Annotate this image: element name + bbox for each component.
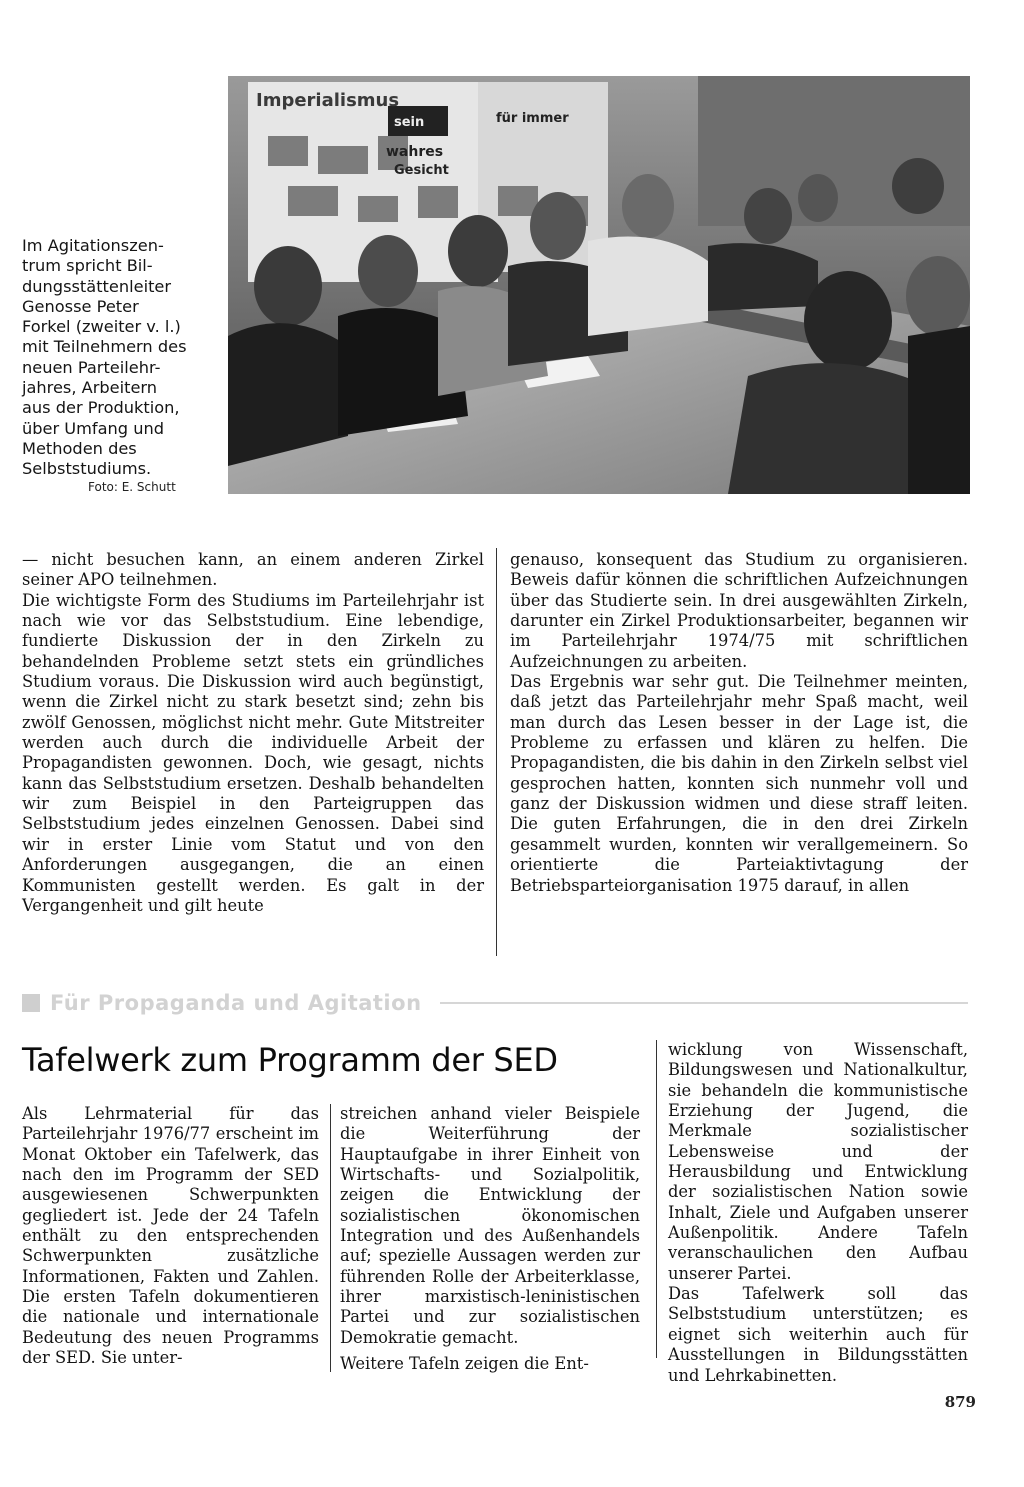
meeting-photo-illustration	[228, 76, 970, 494]
article1-col2-para-1: genauso, konsequent das Studium zu organisieren. Beweis dafür können die schriftlichen Aufzeichnungen über das Studierte sein. In drei ausgewählten Zirkeln, darunter ein Zirkel Produktionsarbeiter, begannen wir im Parteilehrjahr 1974/75 mit schriftlichen Aufzeichnungen zu arbeiten.	[510, 550, 968, 671]
photo-credit: Foto: E. Schutt	[88, 480, 176, 494]
section-rule	[440, 1002, 968, 1004]
poster-text-2: sein	[394, 115, 425, 130]
section-label-text: Für Propaganda und Agitation	[50, 991, 422, 1015]
article2-column-2	[340, 1104, 640, 1374]
article2-col2-para-1: streichen anhand vieler Beispiele die Weiterführung der Hauptaufgabe in ihrer Einheit von Wirtschafts- und Sozialpolitik, zeigen die Entwicklung der sozialistischen ökonomischen Integration und des Außenhandels auf; spezielle Aussagen werden zur führenden Rolle der Arbeiterklasse, ihrer marxistisch-leninistischen Partei und zur sozialistischen Demokratie gemacht.	[340, 1104, 640, 1347]
article2-headline: Tafelwerk zum Programm der SED	[22, 1041, 558, 1079]
page-number: 879	[944, 1393, 976, 1411]
section-marker-icon	[22, 994, 40, 1012]
column-divider	[496, 548, 497, 956]
column-divider	[656, 1040, 657, 1358]
poster-text-3: wahres	[386, 144, 444, 160]
poster-text-1: Imperialismus	[256, 90, 400, 111]
article1-col2-para-2: Das Ergebnis war sehr gut. Die Teilnehmer meinten, daß jetzt das Parteilehrjahr mehr Spaß macht, weil man durch das Lesen besser in der Lage ist, die Probleme zu erfassen und klären zu helfen. Die Propagandisten, die bis dahin in den Zirkeln selbst viel gesprochen hatten, konnten sich nunmehr voll und ganz der Diskussion widmen und diese straff leiten. Die guten Erfahrungen, die in den drei Zirkeln gesammelt wurden, konnten wir verallgemeinern. So orientierte die Parteiaktivtagung der Betriebsparteiorganisation 1975 darauf, in allen	[510, 672, 968, 895]
section-label	[22, 986, 442, 1020]
article1-column-1	[22, 550, 484, 916]
article1-column-2	[510, 550, 968, 896]
poster-text-5: für immer	[496, 111, 569, 126]
meeting-photo	[228, 76, 970, 494]
article2-column-1	[22, 1104, 319, 1368]
poster-text-4: Gesicht	[394, 163, 449, 178]
column-divider	[330, 1104, 331, 1372]
article2-col3-para-2: Das Tafelwerk soll das Selbststudium unterstützen; es eignet sich weiterhin auch für Ausstellungen in Bildungsstätten und Lehrkabinetten.	[668, 1284, 968, 1385]
photo-caption: Im Agitationszen- trum spricht Bil- dungsstättenleiter Genosse Peter Forkel (zweiter v. l.) mit Teilnehmern des neuen Parteilehr- jahres, Arbeitern aus der Produktion, über Umfang und Methoden des Selbststudiums.	[22, 236, 187, 479]
article2-col1-para-1: Als Lehrmaterial für das Parteilehrjahr 1976/77 erscheint im Monat Oktober ein Tafelwerk, das nach den im Programm der SED ausgewiesenen Schwerpunkten gegliedert ist. Jede der 24 Tafeln enthält zu den entsprechenden Schwerpunkten zusätzliche Informationen, Fakten und Zahlen. Die ersten Tafeln dokumentieren die nationale und internationale Bedeutung des neuen Programms der SED. Sie unter-	[22, 1104, 319, 1368]
article1-col1-para-1: — nicht besuchen kann, an einem anderen Zirkel seiner APO teilnehmen.	[22, 550, 484, 590]
article2-col3-para-1: wicklung von Wissenschaft, Bildungswesen und Nationalkultur, sie behandeln die kommunistische Erziehung der Jugend, die Merkmale sozialistischer Lebensweise und der Herausbildung und Entwicklung der sozialistischen Nation sowie Inhalt, Ziele und Aufgaben unserer Außenpolitik. Andere Tafeln veranschaulichen den Aufbau unserer Partei.	[668, 1040, 968, 1283]
article1-col1-para-2: Die wichtigste Form des Studiums im Parteilehrjahr ist nach wie vor das Selbststudium. Eine lebendige, fundierte Diskussion der in den Zirkeln zu behandelnden Probleme setzt stets ein gründliches Studium voraus. Die Diskussion wird auch begünstigt, wenn die Zirkel nicht zu stark besetzt sind; zehn bis zwölf Genossen, möglichst nicht mehr. Gute Mitstreiter werden auch durch die individuelle Arbeit der Propagandisten gewonnen. Doch, wie gesagt, nichts kann das Selbststudium ersetzen. Deshalb behandelten wir zum Beispiel in den Parteigruppen das Selbststudium jedes einzelnen Genossen. Dabei sind wir in erster Linie vom Statut und von den Anforderungen ausgegangen, die an einen Kommunisten gestellt werden. Es galt in der Vergangenheit und gilt heute	[22, 590, 484, 915]
article2-column-3	[668, 1040, 968, 1386]
article2-col2-para-2: Weitere Tafeln zeigen die Ent-	[340, 1354, 589, 1374]
